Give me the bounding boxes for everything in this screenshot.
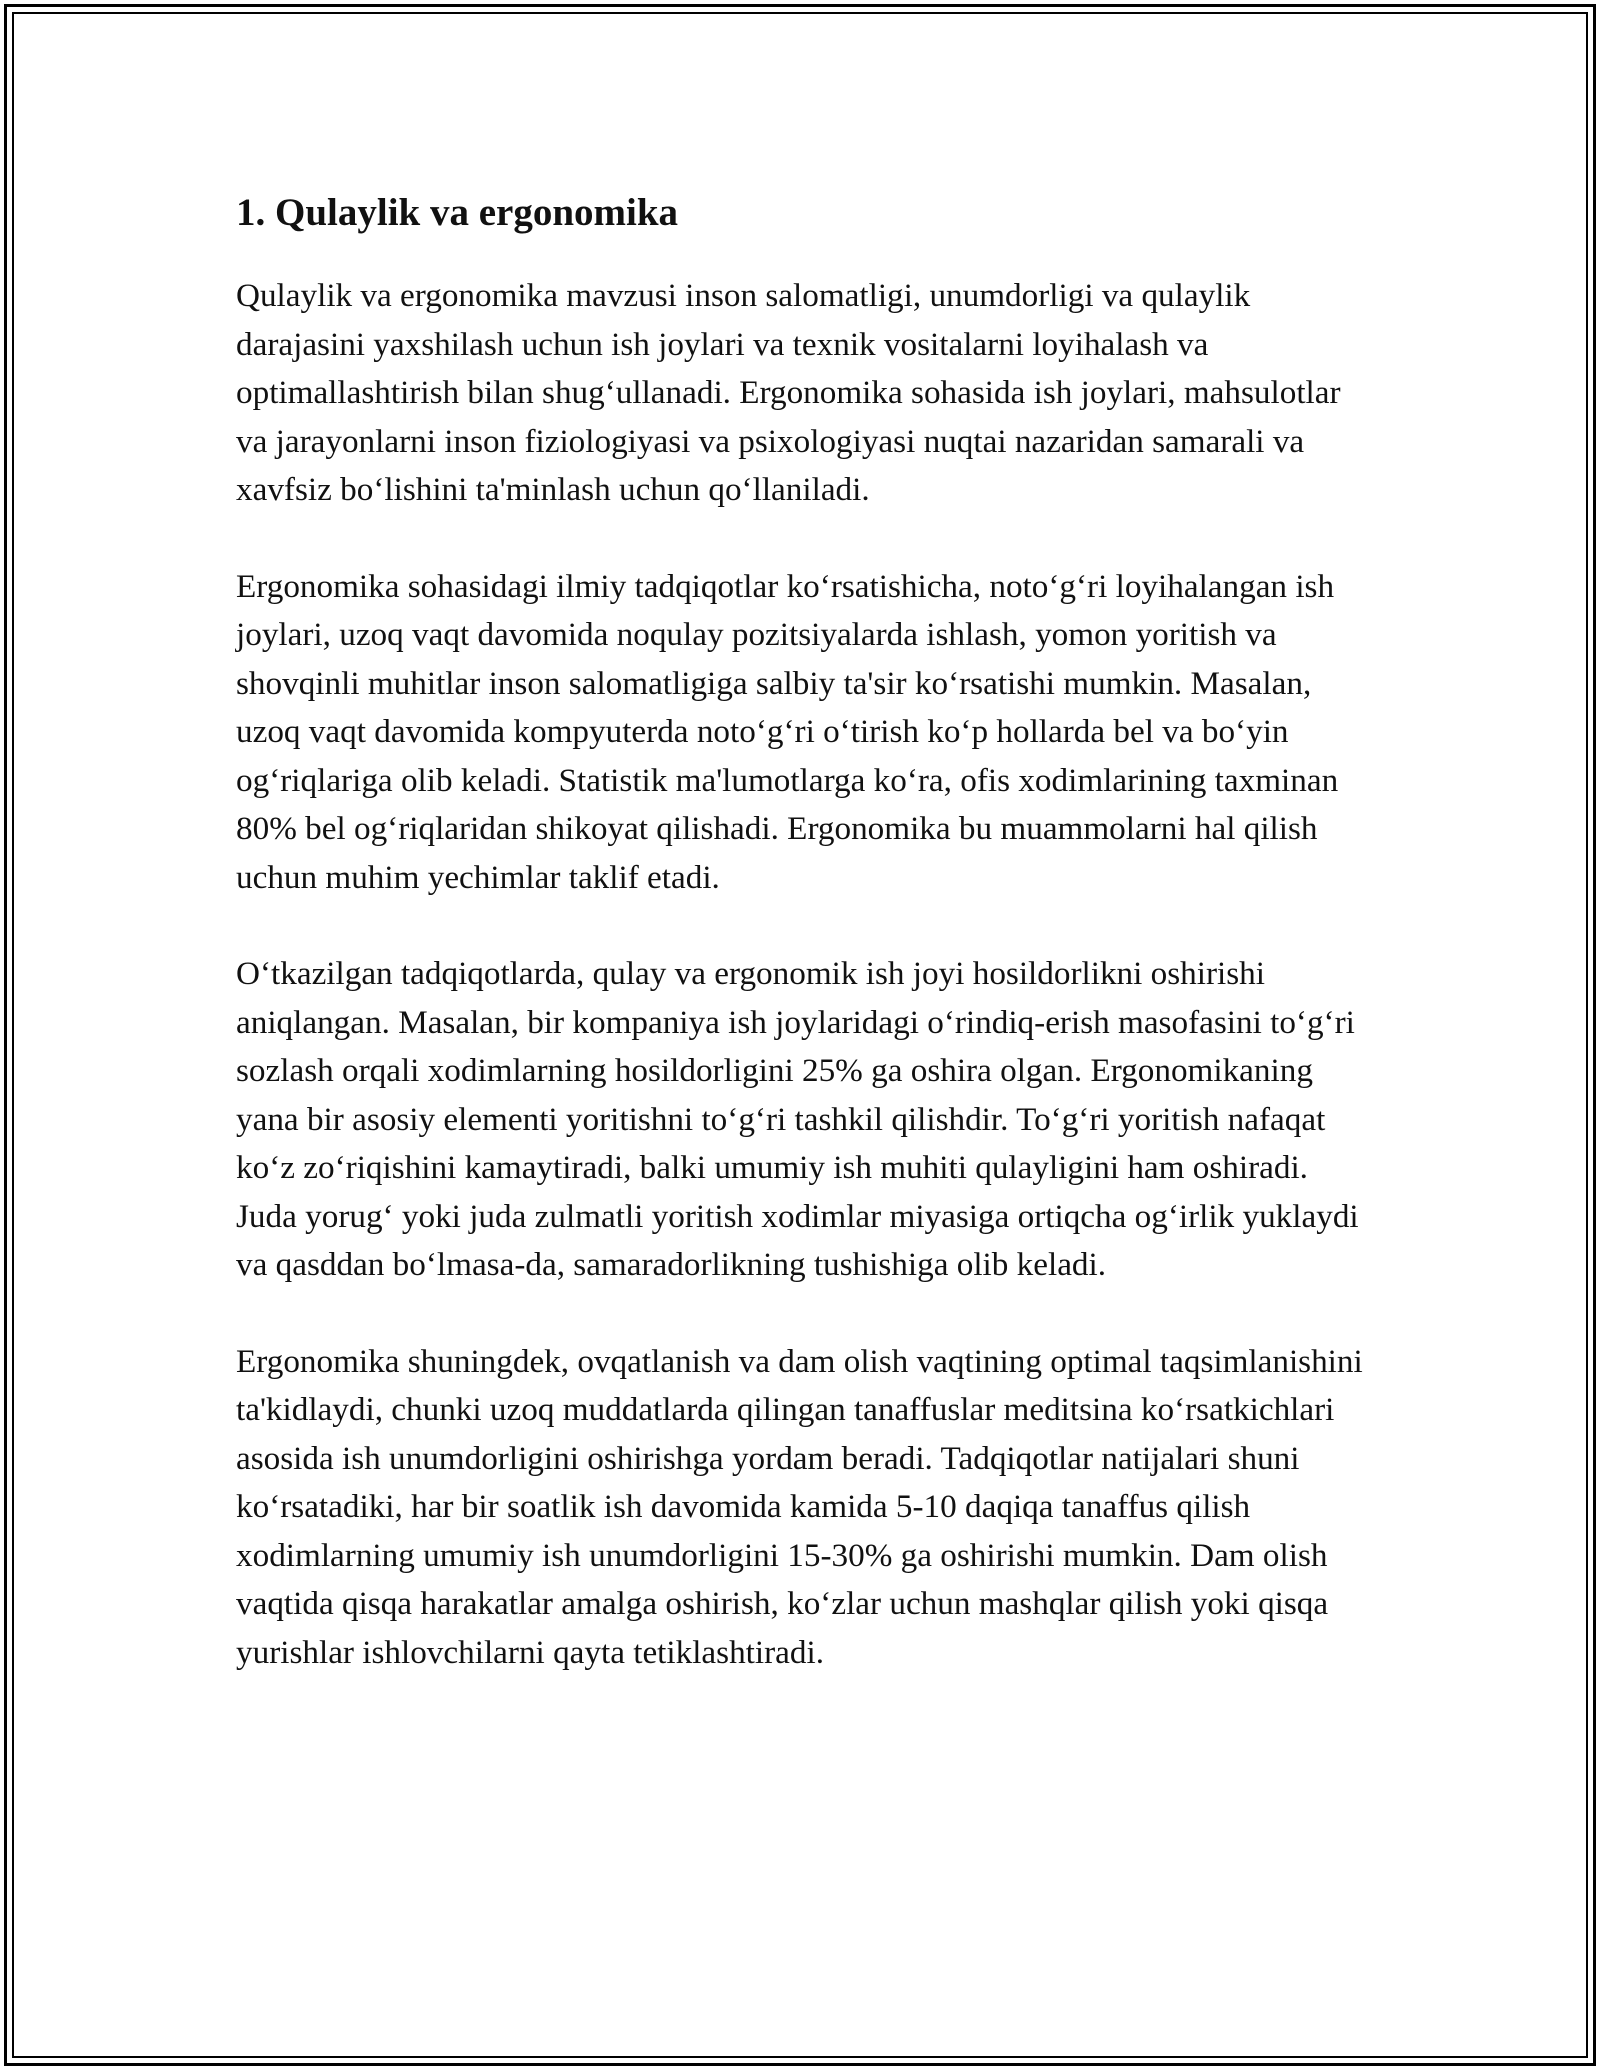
paragraph-breaks: Ergonomika shuningdek, ovqatlanish va dam olish vaqtining optimal taqsimlanishini ta'kidlaydi, chunki uzoq muddatlarda qilingan tanaffuslar meditsina ko‘rsatkichlari asosida ish unumdorligini oshirishga yordam beradi. Tadqiqotlar natijalari shuni ko‘rsatadiki, har bir soatlik ish davomida kamida 5-10 daqiqa tanaffus qilish xodimlarning umumiy ish unumdorligini 15-30% ga oshirishi mumkin. Dam olish vaqtida qisqa harakatlar amalga oshirish, ko‘zlar uchun mashqlar qilish yoki qisqa yurishlar ishlovchilarni qayta tetiklashtiradi. (236, 1342, 1363, 1671)
document-body (236, 188, 1376, 1725)
section-heading: 1. Qulaylik va ergonomika (236, 191, 679, 234)
paragraph-research: Ergonomika sohasidagi ilmiy tadqiqotlar ko‘rsatishicha, noto‘g‘ri loyihalangan ish joylari, uzoq vaqt davomida noqulay pozitsiyalarda ishlash, yomon yoritish va shovqinli muhitlar inson salomatligiga salbiy ta'sir ko‘rsatishi mumkin. Masalan, uzoq vaqt davomida kompyuterda noto‘g‘ri o‘tirish ko‘p hollarda bel va bo‘yin og‘riqlariga olib keladi. Statistik ma'lumotlarga ko‘ra, ofis xodimlarining taxminan 80% bel og‘riqlaridan shikoyat qilishadi. Ergonomika bu muammolarni hal qilish uchun muhim yechimlar taklif etadi. (236, 567, 1339, 896)
paragraph-intro: Qulaylik va ergonomika mavzusi inson salomatligi, unumdorligi va qulaylik darajasini yaxshilash uchun ish joylari va texnik vositalarni loyihalash va optimallashtirish bilan shug‘ullanadi. Ergonomika sohasida ish joylari, mahsulotlar va jarayonlarni inson fiziologiyasi va psixologiyasi nuqtai nazaridan samarali va xavfsiz bo‘lishini ta'minlash uchun qo‘llaniladi. (236, 277, 1341, 508)
paragraph-productivity: O‘tkazilgan tadqiqotlarda, qulay va ergonomik ish joyi hosildorlikni oshirishi aniqlangan. Masalan, bir kompaniya ish joylaridagi o‘rindiq-erish masofasini to‘g‘ri sozlash orqali xodimlarning hosildorligini 25% ga oshira olgan. Ergonomikaning yana bir asosiy elementi yoritishni to‘g‘ri tashkil qilishdir. To‘g‘ri yoritish nafaqat ko‘z zo‘riqishini kamaytiradi, balki umumiy ish muhiti qulayligini ham oshiradi. Juda yorug‘ yoki juda zulmatli yoritish xodimlar miyasiga ortiqcha og‘irlik yuklaydi va qasddan bo‘lmasa-da, samaradorlikning tushishiga olib keladi. (236, 955, 1359, 1283)
